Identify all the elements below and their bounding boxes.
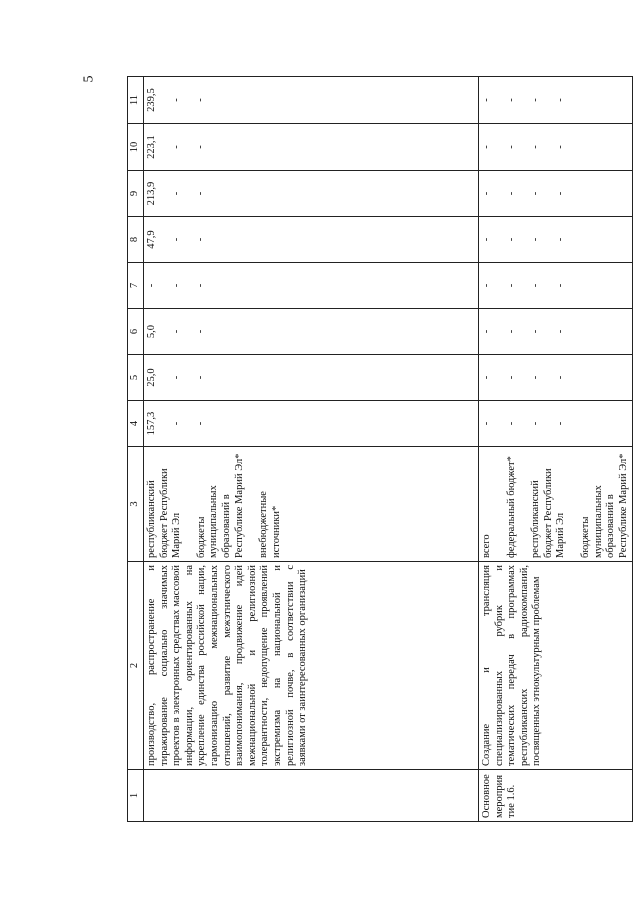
value: -	[195, 237, 207, 242]
funding-source-label: республиканский бюджет Республики Марий Эл	[146, 468, 183, 558]
page-number: 5	[81, 75, 97, 83]
value: -	[170, 98, 182, 102]
header-cell: 8	[128, 217, 144, 263]
value: -	[505, 329, 517, 334]
value-cell	[144, 263, 479, 309]
funding-source-label: бюджеты муниципальных образований в Республике Марий Эл*	[195, 453, 245, 558]
value: -	[170, 237, 182, 242]
value-cell	[479, 124, 633, 171]
funding-source-label: внебюджетные источники*	[258, 491, 282, 558]
value-cell	[479, 171, 633, 217]
value: -	[195, 283, 207, 288]
value: -	[170, 375, 182, 380]
value: -	[505, 375, 517, 380]
header-cell: 3	[128, 447, 144, 562]
value: -	[195, 191, 207, 196]
value: -	[530, 421, 542, 426]
value: -	[170, 329, 182, 334]
value: -	[530, 283, 542, 288]
value-cell	[144, 309, 479, 355]
value: -	[195, 421, 207, 426]
rotated-page	[127, 77, 629, 822]
value: -	[530, 98, 542, 102]
value-cell	[144, 217, 479, 263]
funding-source-label: всего	[481, 534, 492, 558]
value: -	[554, 283, 566, 288]
value: -	[481, 191, 492, 196]
funding-source-label: республиканский бюджет Республики Марий Эл	[530, 468, 567, 558]
value: -	[195, 98, 207, 102]
value: 47,9	[146, 230, 157, 249]
value: -	[554, 329, 566, 334]
table-header-row	[128, 77, 144, 822]
value-cell	[479, 77, 633, 124]
value-cell	[144, 401, 479, 447]
value: -	[170, 421, 182, 426]
value: 25,0	[146, 368, 157, 387]
value: -	[481, 421, 492, 426]
value: -	[481, 237, 492, 242]
header-cell: 6	[128, 309, 144, 355]
value: 157,3	[146, 411, 157, 436]
value: -	[554, 421, 566, 426]
value: -	[170, 145, 182, 149]
value: -	[195, 375, 207, 380]
value: -	[505, 283, 517, 288]
value: -	[481, 98, 492, 102]
funding-source-cell	[144, 447, 479, 562]
value: -	[554, 375, 566, 380]
value: -	[530, 191, 542, 196]
header-cell: 4	[128, 401, 144, 447]
header-cell: 11	[128, 77, 144, 124]
measure-description: производство, распространение и тиражирование социально значимых проектов в электронных средствах массовой информации, ориентированных на укрепление единства российской нации, гармонизацию межнациональных отношений, развитие межэтнического взаимопонимания, продвижение идей межнациональной и религиозной толерантности, недопущение проявлений экстремизма на национальной и религиозной почве, в соответствии с заявками от заинтересованных организаций	[144, 562, 479, 770]
value: -	[195, 145, 207, 149]
measure-id-cell: Основное мероприятие 1.6.	[479, 770, 633, 822]
value: -	[554, 145, 566, 149]
value: -	[481, 375, 492, 380]
measure-description: Создание и трансляция специализированных рубрик и тематических передач в программах республиканских радиокомпаний, посвященных этнокультурным проблемам	[479, 562, 633, 770]
program-funding-table	[127, 76, 633, 822]
header-cell: 10	[128, 124, 144, 171]
value: -	[195, 329, 207, 334]
value-cell	[479, 263, 633, 309]
value: -	[481, 283, 492, 288]
funding-source-cell	[479, 447, 633, 562]
header-cell: 1	[128, 770, 144, 822]
value-cell	[144, 124, 479, 171]
value: -	[170, 191, 182, 196]
value: 223,1	[146, 135, 157, 159]
value-cell	[479, 309, 633, 355]
value: 5,0	[146, 324, 157, 339]
header-cell: 2	[128, 562, 144, 770]
value-cell	[479, 401, 633, 447]
value: -	[146, 283, 157, 288]
value-cell	[144, 355, 479, 401]
value: -	[505, 98, 517, 102]
value-cell	[144, 77, 479, 124]
funding-source-label: федеральный бюджет*	[505, 456, 517, 558]
value: -	[505, 237, 517, 242]
value: -	[505, 191, 517, 196]
value: -	[530, 237, 542, 242]
value: -	[554, 191, 566, 196]
value: -	[530, 145, 542, 149]
header-cell: 9	[128, 171, 144, 217]
value: -	[505, 421, 517, 426]
value-cell	[479, 355, 633, 401]
value: -	[481, 329, 492, 334]
header-cell: 7	[128, 263, 144, 309]
value: -	[530, 329, 542, 334]
table-row	[479, 77, 633, 822]
value: -	[530, 375, 542, 380]
table-row	[144, 77, 479, 822]
value-cell	[479, 217, 633, 263]
value: -	[481, 145, 492, 149]
value: 239,5	[146, 88, 157, 112]
value: 213,9	[146, 181, 157, 206]
value: -	[554, 98, 566, 102]
value: -	[505, 145, 517, 149]
value: -	[170, 283, 182, 288]
value-cell	[144, 171, 479, 217]
header-cell: 5	[128, 355, 144, 401]
measure-id-cell	[144, 770, 479, 822]
value: -	[554, 237, 566, 242]
funding-source-label: бюджеты муниципальных образований в Республике Марий Эл*	[579, 453, 629, 558]
